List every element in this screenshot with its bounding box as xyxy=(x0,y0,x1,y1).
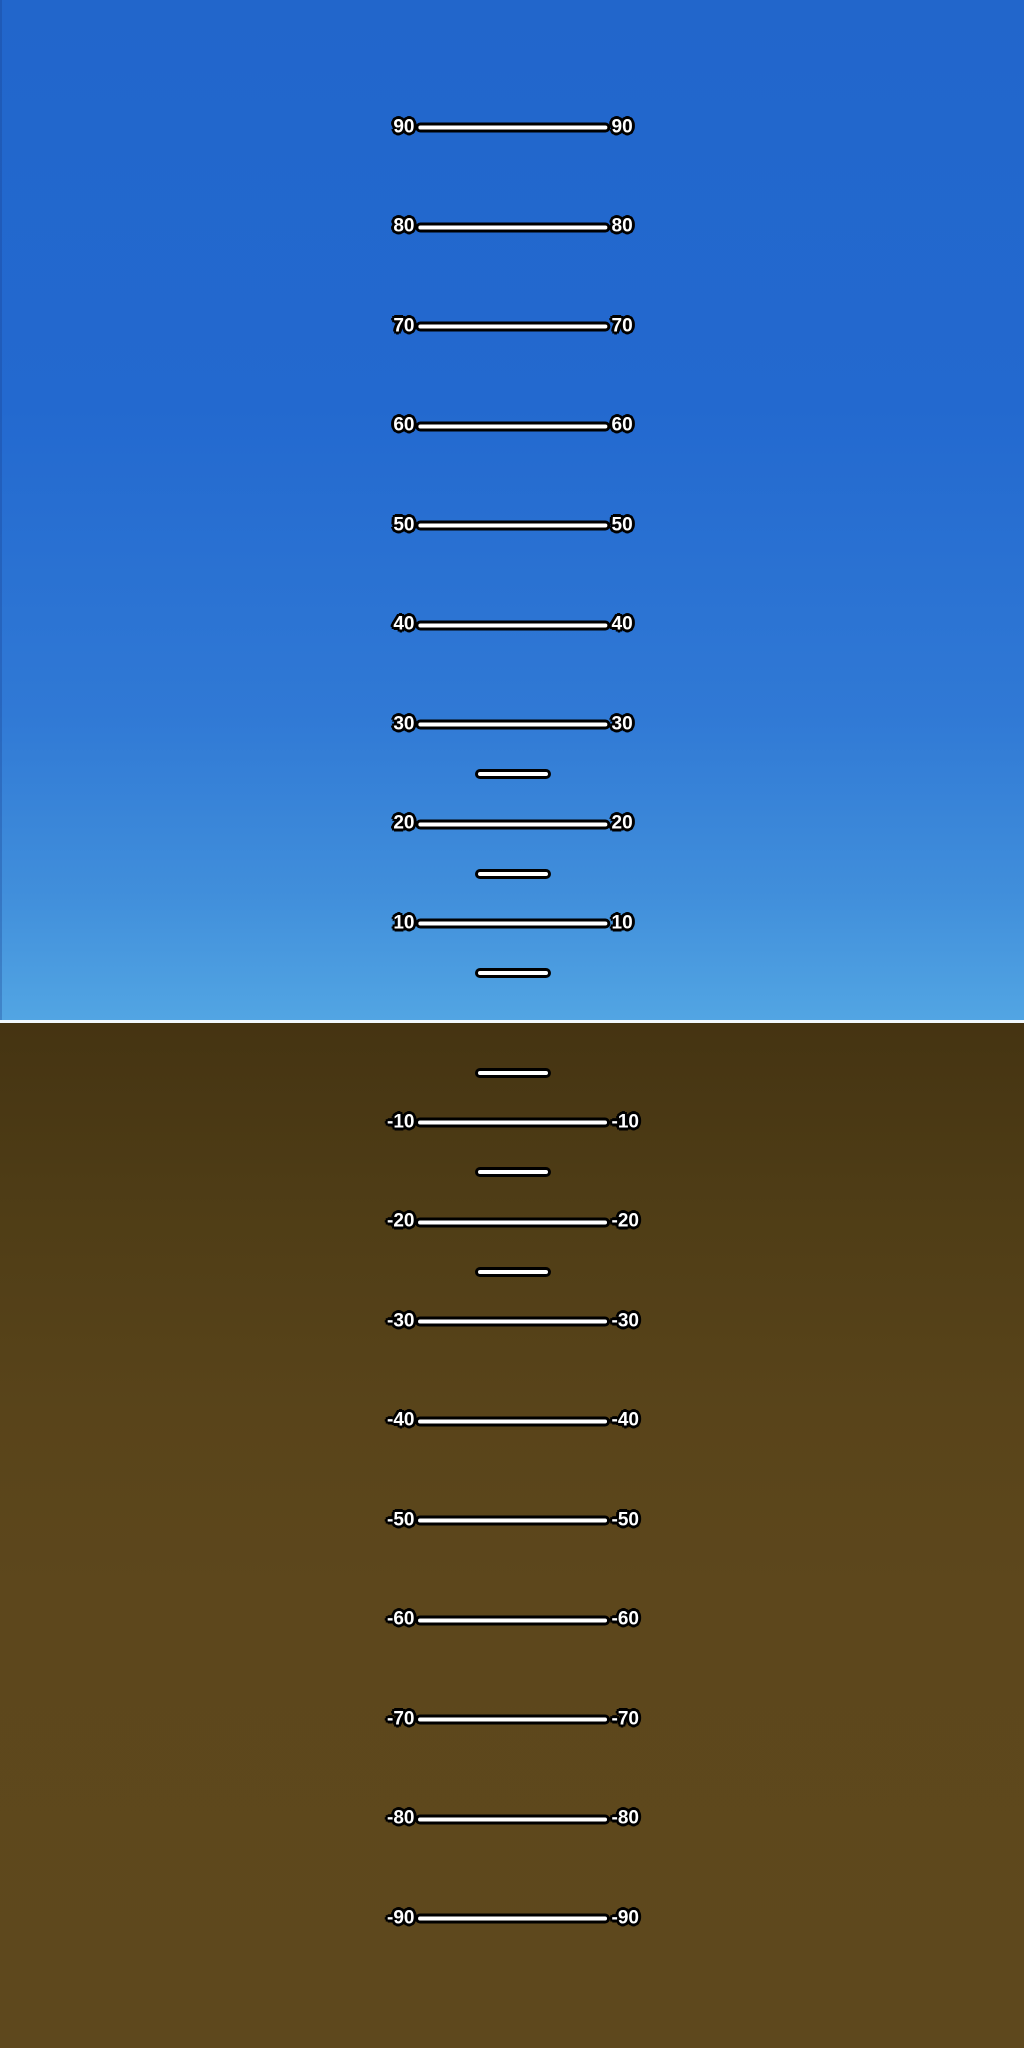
pitch-label-left-70: 70 xyxy=(393,315,415,336)
pitch-line-bar-10 xyxy=(416,919,611,929)
pitch-label-right--30: -30 xyxy=(611,1310,639,1331)
pitch-line-70 xyxy=(391,316,634,337)
pitch-label-left--50: -50 xyxy=(387,1509,415,1530)
pitch-label-left--40: -40 xyxy=(387,1409,415,1431)
pitch-line-40 xyxy=(391,615,634,636)
pitch-line-10 xyxy=(391,913,634,934)
pitch-label-right--70: -70 xyxy=(611,1708,639,1729)
pitch-label-left--70: -70 xyxy=(387,1708,415,1729)
pitch-line-20 xyxy=(391,814,634,835)
pitch-label-right-50: 50 xyxy=(611,514,633,535)
pitch-label-right--90: -90 xyxy=(611,1907,639,1928)
pitch-line--80 xyxy=(385,1809,641,1830)
pitch-label-right-20: 20 xyxy=(611,812,633,834)
pitch-line-bar-60 xyxy=(416,421,611,431)
pitch-line-bar--80 xyxy=(416,1814,611,1824)
pitch-label-left-40: 40 xyxy=(393,613,415,635)
pitch-line-bar--30 xyxy=(416,1317,611,1327)
pitch-minor-mark-5 xyxy=(475,968,551,978)
pitch-line--90 xyxy=(385,1908,641,1929)
pitch-label-right--10: -10 xyxy=(611,1111,639,1132)
pitch-label-left--90: -90 xyxy=(387,1907,415,1928)
pitch-label-left--10: -10 xyxy=(387,1111,415,1132)
pitch-line--70 xyxy=(385,1709,641,1730)
pitch-line-bar--60 xyxy=(416,1615,611,1625)
pitch-label-right--50: -50 xyxy=(611,1509,639,1530)
pitch-label-left-30: 30 xyxy=(393,713,415,734)
pitch-label-right-40: 40 xyxy=(611,613,633,635)
pitch-line-80 xyxy=(391,217,634,238)
pitch-line-bar-40 xyxy=(416,620,611,630)
pitch-label-right-10: 10 xyxy=(611,912,633,933)
pitch-line-bar-80 xyxy=(416,222,611,232)
pitch-line-60 xyxy=(391,416,634,437)
pitch-line-30 xyxy=(391,714,634,735)
pitch-line--30 xyxy=(385,1311,641,1332)
pitch-line-bar--10 xyxy=(416,1118,611,1128)
pitch-label-right--60: -60 xyxy=(611,1608,639,1630)
pitch-line-bar-90 xyxy=(416,123,611,133)
pitch-line-bar-30 xyxy=(416,720,611,730)
pitch-label-left-90: 90 xyxy=(393,116,415,137)
pitch-label-left--60: -60 xyxy=(387,1608,415,1630)
pitch-line-50 xyxy=(391,515,634,536)
pitch-label-left--80: -80 xyxy=(387,1807,415,1829)
pitch-minor-mark-25 xyxy=(475,769,551,779)
pitch-minor-mark--5 xyxy=(475,1068,551,1078)
pitch-label-right-60: 60 xyxy=(611,414,633,436)
pitch-line-bar--70 xyxy=(416,1715,611,1725)
pitch-label-right-30: 30 xyxy=(611,713,633,734)
pitch-label-left--20: -20 xyxy=(387,1210,415,1232)
pitch-line--60 xyxy=(385,1610,641,1631)
pitch-label-right--20: -20 xyxy=(611,1210,639,1232)
pitch-label-right-80: 80 xyxy=(611,215,633,237)
pitch-label-right-90: 90 xyxy=(611,116,633,137)
pitch-label-left-10: 10 xyxy=(393,912,415,933)
pitch-line-90 xyxy=(391,117,634,138)
pitch-line-bar--20 xyxy=(416,1217,611,1227)
pitch-minor-mark--25 xyxy=(475,1267,551,1277)
pitch-label-right--80: -80 xyxy=(611,1807,639,1829)
pitch-label-left-80: 80 xyxy=(393,215,415,237)
pitch-minor-mark--15 xyxy=(475,1167,551,1177)
pitch-line--50 xyxy=(385,1510,641,1531)
pitch-label-left-50: 50 xyxy=(393,514,415,535)
pitch-line-bar-50 xyxy=(416,521,611,531)
pitch-line--10 xyxy=(385,1112,641,1133)
pitch-label-left--30: -30 xyxy=(387,1310,415,1331)
pitch-line-bar-20 xyxy=(416,819,611,829)
pitch-label-left-60: 60 xyxy=(393,414,415,436)
pitch-line--20 xyxy=(385,1212,641,1233)
pitch-line--40 xyxy=(385,1411,641,1432)
pitch-line-bar--50 xyxy=(416,1516,611,1526)
pitch-label-right-70: 70 xyxy=(611,315,633,336)
pitch-line-bar--90 xyxy=(416,1914,611,1924)
pitch-line-bar--40 xyxy=(416,1416,611,1426)
pitch-minor-mark-15 xyxy=(475,869,551,879)
pitch-line-bar-70 xyxy=(416,322,611,332)
pitch-label-left-20: 20 xyxy=(393,812,415,834)
pitch-label-right--40: -40 xyxy=(611,1409,639,1431)
